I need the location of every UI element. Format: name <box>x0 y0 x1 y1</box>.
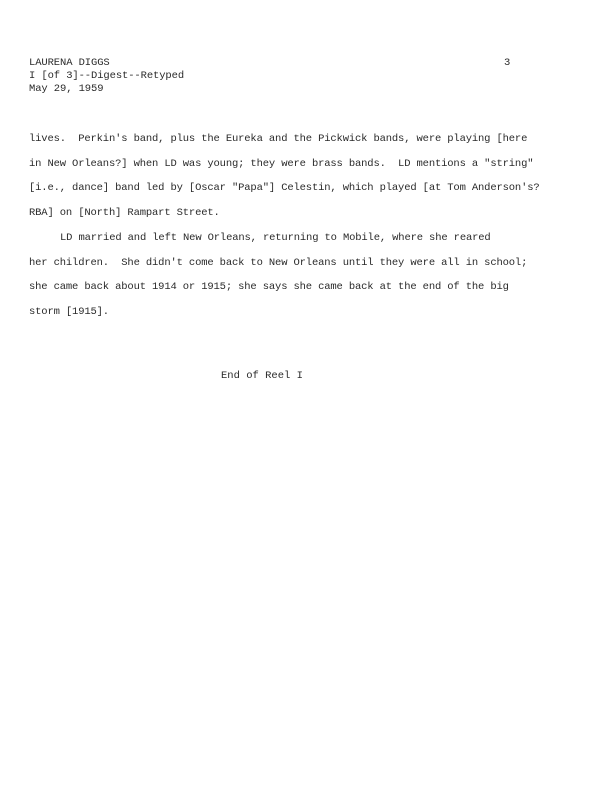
document-header <box>29 57 184 96</box>
reel-description: I [of 3]--Digest--Retyped <box>29 70 185 82</box>
text-line: LD married and left New Orleans, returning to Mobile, where she reared <box>60 231 491 244</box>
text-line: RBA] on [North] Rampart Street. <box>29 207 220 220</box>
text-line: lives. Perkin's band, plus the Eureka and the Pickwick bands, were playing [here <box>29 133 528 145</box>
text-line: she came back about 1914 or 1915; she says she came back at the end of the big <box>29 281 509 294</box>
interview-date: May 29, 1959 <box>29 83 104 95</box>
end-of-reel-note: End of Reel I <box>221 370 303 382</box>
text-line: in New Orleans?] when LD was young; they were brass bands. LD mentions a "string" <box>29 157 534 170</box>
text-line: her children. She didn't come back to New Orleans until they were all in school; <box>29 256 528 269</box>
page-number: 3 <box>504 57 511 69</box>
text-line: storm [1915]. <box>29 305 109 318</box>
body-text <box>29 127 549 325</box>
text-line: [i.e., dance] band led by [Oscar "Papa"] Celestin, which played [at Tom Anderson's? <box>29 182 540 195</box>
interviewee-name: LAURENA DIGGS <box>29 57 110 69</box>
